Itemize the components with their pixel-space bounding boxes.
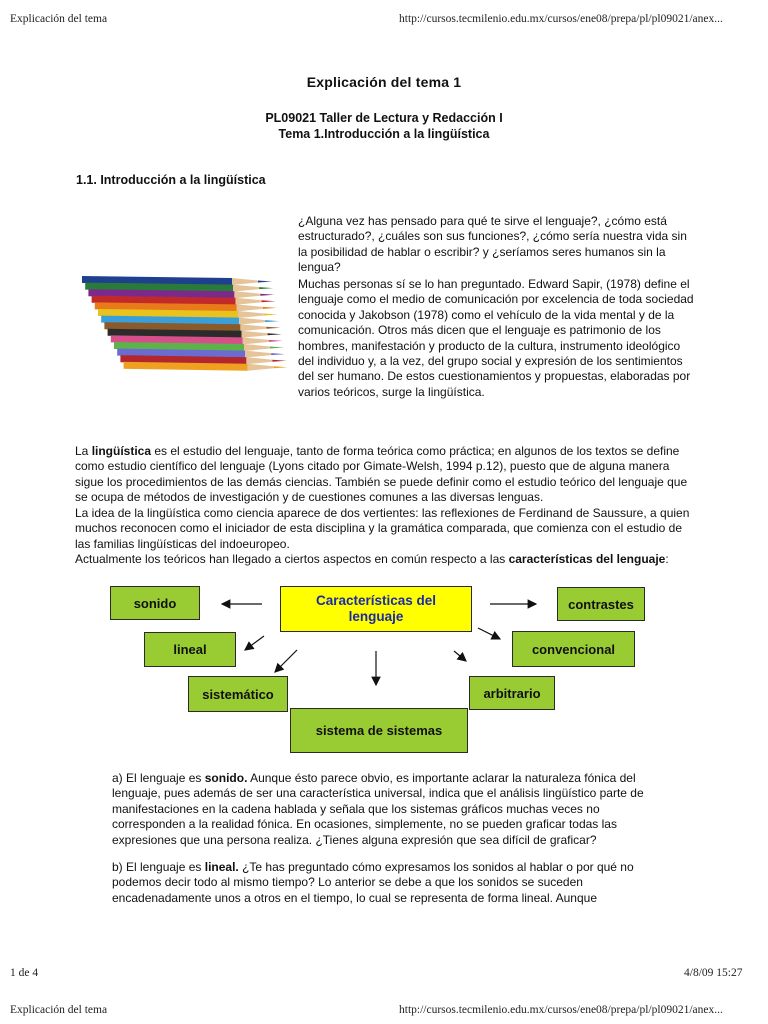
print-footer-page: 1 de 4 xyxy=(10,967,39,979)
paragraph-b-lineal xyxy=(112,860,658,906)
paragraph-b-bold: lineal. xyxy=(204,860,239,874)
page-title: Explicación del tema 1 xyxy=(306,74,462,90)
pencil-tip xyxy=(268,333,282,335)
diagram-center-line2: lenguaje xyxy=(348,609,404,624)
print-footer-title: Explicación del tema xyxy=(10,1004,108,1016)
paragraph-a-text: Aunque ésto parece obvio, es importante aclarar la naturaleza fónica del lenguaje, pues además de ser una característica universal, indica que el análisis lingüístico parte de manifestaciones en la cadena hablada y señala que los sistemas gráficos muchas veces no corresponden a la realidad fónica. En ocasiones, simplemente, no se pueden graficar todas las expresiones que una persona realiza. ¿Tienes alguna expresión que sea difícil de graficar? xyxy=(112,771,644,847)
diagram-center-box xyxy=(280,586,472,632)
definition-rest: es el estudio del lenguaje, tanto de forma teórica como práctica; en algunos de los textos se define como estudio científico del lenguaje (Lyons citado por Gimate-Welsh, 1994 p.12), puesto que de alguna manera sigue los procedimientos de las demás ciencias. También se puede definir como el estudio teórico del lenguaje que se ocupa de métodos de investigación y de cuestiones comunes a las diversas lenguas. xyxy=(75,444,688,505)
diagram-box-sistema-de-sistemas: sistema de sistemas xyxy=(290,708,468,753)
print-footer-datetime: 4/8/09 15:27 xyxy=(684,967,743,979)
diagram-box-convencional: convencional xyxy=(512,631,635,667)
topic-title: Tema 1.Introducción a la lingüística xyxy=(278,127,490,141)
pencil-tip xyxy=(262,300,276,302)
pencil-wood xyxy=(238,311,264,318)
pencil-tip xyxy=(264,314,278,316)
pencil-wood xyxy=(246,357,272,364)
intro-sapir: Muchas personas sí se lo han preguntado. Edward Sapir, (1978) define el lenguaje como el medio de comunicación por excelencia de toda sociedad conocida y Jakobson (1978) como el vehículo de la vida mental y de la comunicación. Otros más dicen que el lenguaje es patrimonio de los hombres, manifestación y producto de la cultura, instrumento ideológico del individuo y, a la vez, del grupo social y expresión de los sentimientos del ser humano. De estos cuestionamientos y propuestas, elaboradas por varios teóricos, surge la lingüística. xyxy=(298,277,694,399)
pencil-wood xyxy=(236,298,262,305)
print-footer-url: http://cursos.tecmilenio.edu.mx/cursos/ene08/prepa/pl/pl09021/anex... xyxy=(399,1004,723,1016)
pencil-tip xyxy=(269,340,283,342)
pencil-tip xyxy=(271,353,285,355)
pencil-wood xyxy=(240,324,266,331)
pencil-tip xyxy=(274,366,288,368)
pencil-tip xyxy=(266,327,280,329)
paragraph-b-text: ¿Te has preguntado cómo expresamos los sonidos al hablar o por qué no podemos decir todo al mismo tiempo? Lo anterior se debe a que los sonidos se suceden encadenadamente unos a otros en el tiempo, lo cual se representa de forma lineal. Aunque xyxy=(112,860,634,905)
pencil-tip xyxy=(265,320,279,322)
pencil-wood xyxy=(243,337,269,344)
actual-bold: características del lenguaje xyxy=(508,552,666,566)
paragraph-b-lead: b) El lenguaje es xyxy=(112,860,205,874)
diagram-box-lineal: lineal xyxy=(144,632,236,667)
intro-questions: ¿Alguna vez has pensado para qué te sirve el lenguaje?, ¿cómo está estructurado?, ¿cuáles son sus funciones?, ¿cómo sería nuestra vida sin la posibilidad de hablar o escribir? y ¿seríamos seres humanos sin la lengua? xyxy=(298,214,687,275)
course-title: PL09021 Taller de Lectura y Redacción I xyxy=(265,111,503,125)
pencil-tip xyxy=(263,307,277,309)
arrow-to-sistematico xyxy=(275,650,297,672)
colored-pencils-image xyxy=(78,268,292,374)
pencil-wood xyxy=(239,318,265,325)
pencil-wood xyxy=(237,304,263,311)
pencil-wood xyxy=(234,291,260,298)
definition-lead: La xyxy=(75,444,92,458)
paragraph-a-lead: a) El lenguaje es xyxy=(112,771,205,785)
actual-end: : xyxy=(665,552,669,566)
definition-paragraph xyxy=(75,444,697,506)
paragraph-a-sonido xyxy=(112,771,658,848)
pencil-wood xyxy=(245,351,271,358)
pencil-wood xyxy=(233,285,259,292)
section-heading: 1.1. Introducción a la lingüística xyxy=(76,173,266,187)
arrow-to-lineal xyxy=(245,636,264,650)
pencil-tip xyxy=(258,281,272,283)
idea-paragraph: La idea de la lingüística como ciencia aparece de dos vertientes: las reflexiones de Ferdinand de Saussure, a quien muchos reconocen como el iniciador de esta disciplina y la gramática comparada, que comienza con el estudio de las familias lingüísticas del indoeuropeo. xyxy=(75,506,690,551)
diagram-box-sonido: sonido xyxy=(110,586,200,620)
arrow-to-convencional xyxy=(478,628,500,639)
print-header-url: http://cursos.tecmilenio.edu.mx/cursos/ene08/prepa/pl/pl09021/anex... xyxy=(399,13,723,25)
paragraph-a-bold: sonido. xyxy=(204,771,248,785)
pencil-wood xyxy=(242,331,268,338)
diagram-box-contrastes: contrastes xyxy=(557,587,645,621)
pencil-wood xyxy=(248,364,274,371)
arrow-to-arbitrario xyxy=(454,651,466,661)
diagram-box-sistematico: sistemático xyxy=(188,676,288,712)
print-header-title: Explicación del tema xyxy=(10,13,108,25)
pencil-tip xyxy=(260,294,274,296)
pencil-tip xyxy=(270,347,284,349)
pencil-tip xyxy=(272,360,286,362)
pencil-tip xyxy=(259,287,273,289)
pencil-wood xyxy=(232,278,258,285)
actual-lead: Actualmente los teóricos han llegado a ciertos aspectos en común respecto a las xyxy=(75,552,509,566)
pencil-wood xyxy=(244,344,270,351)
definition-bold: lingüística xyxy=(91,444,152,458)
diagram-center-line1: Características del xyxy=(315,593,437,608)
diagram-box-arbitrario: arbitrario xyxy=(469,676,555,710)
